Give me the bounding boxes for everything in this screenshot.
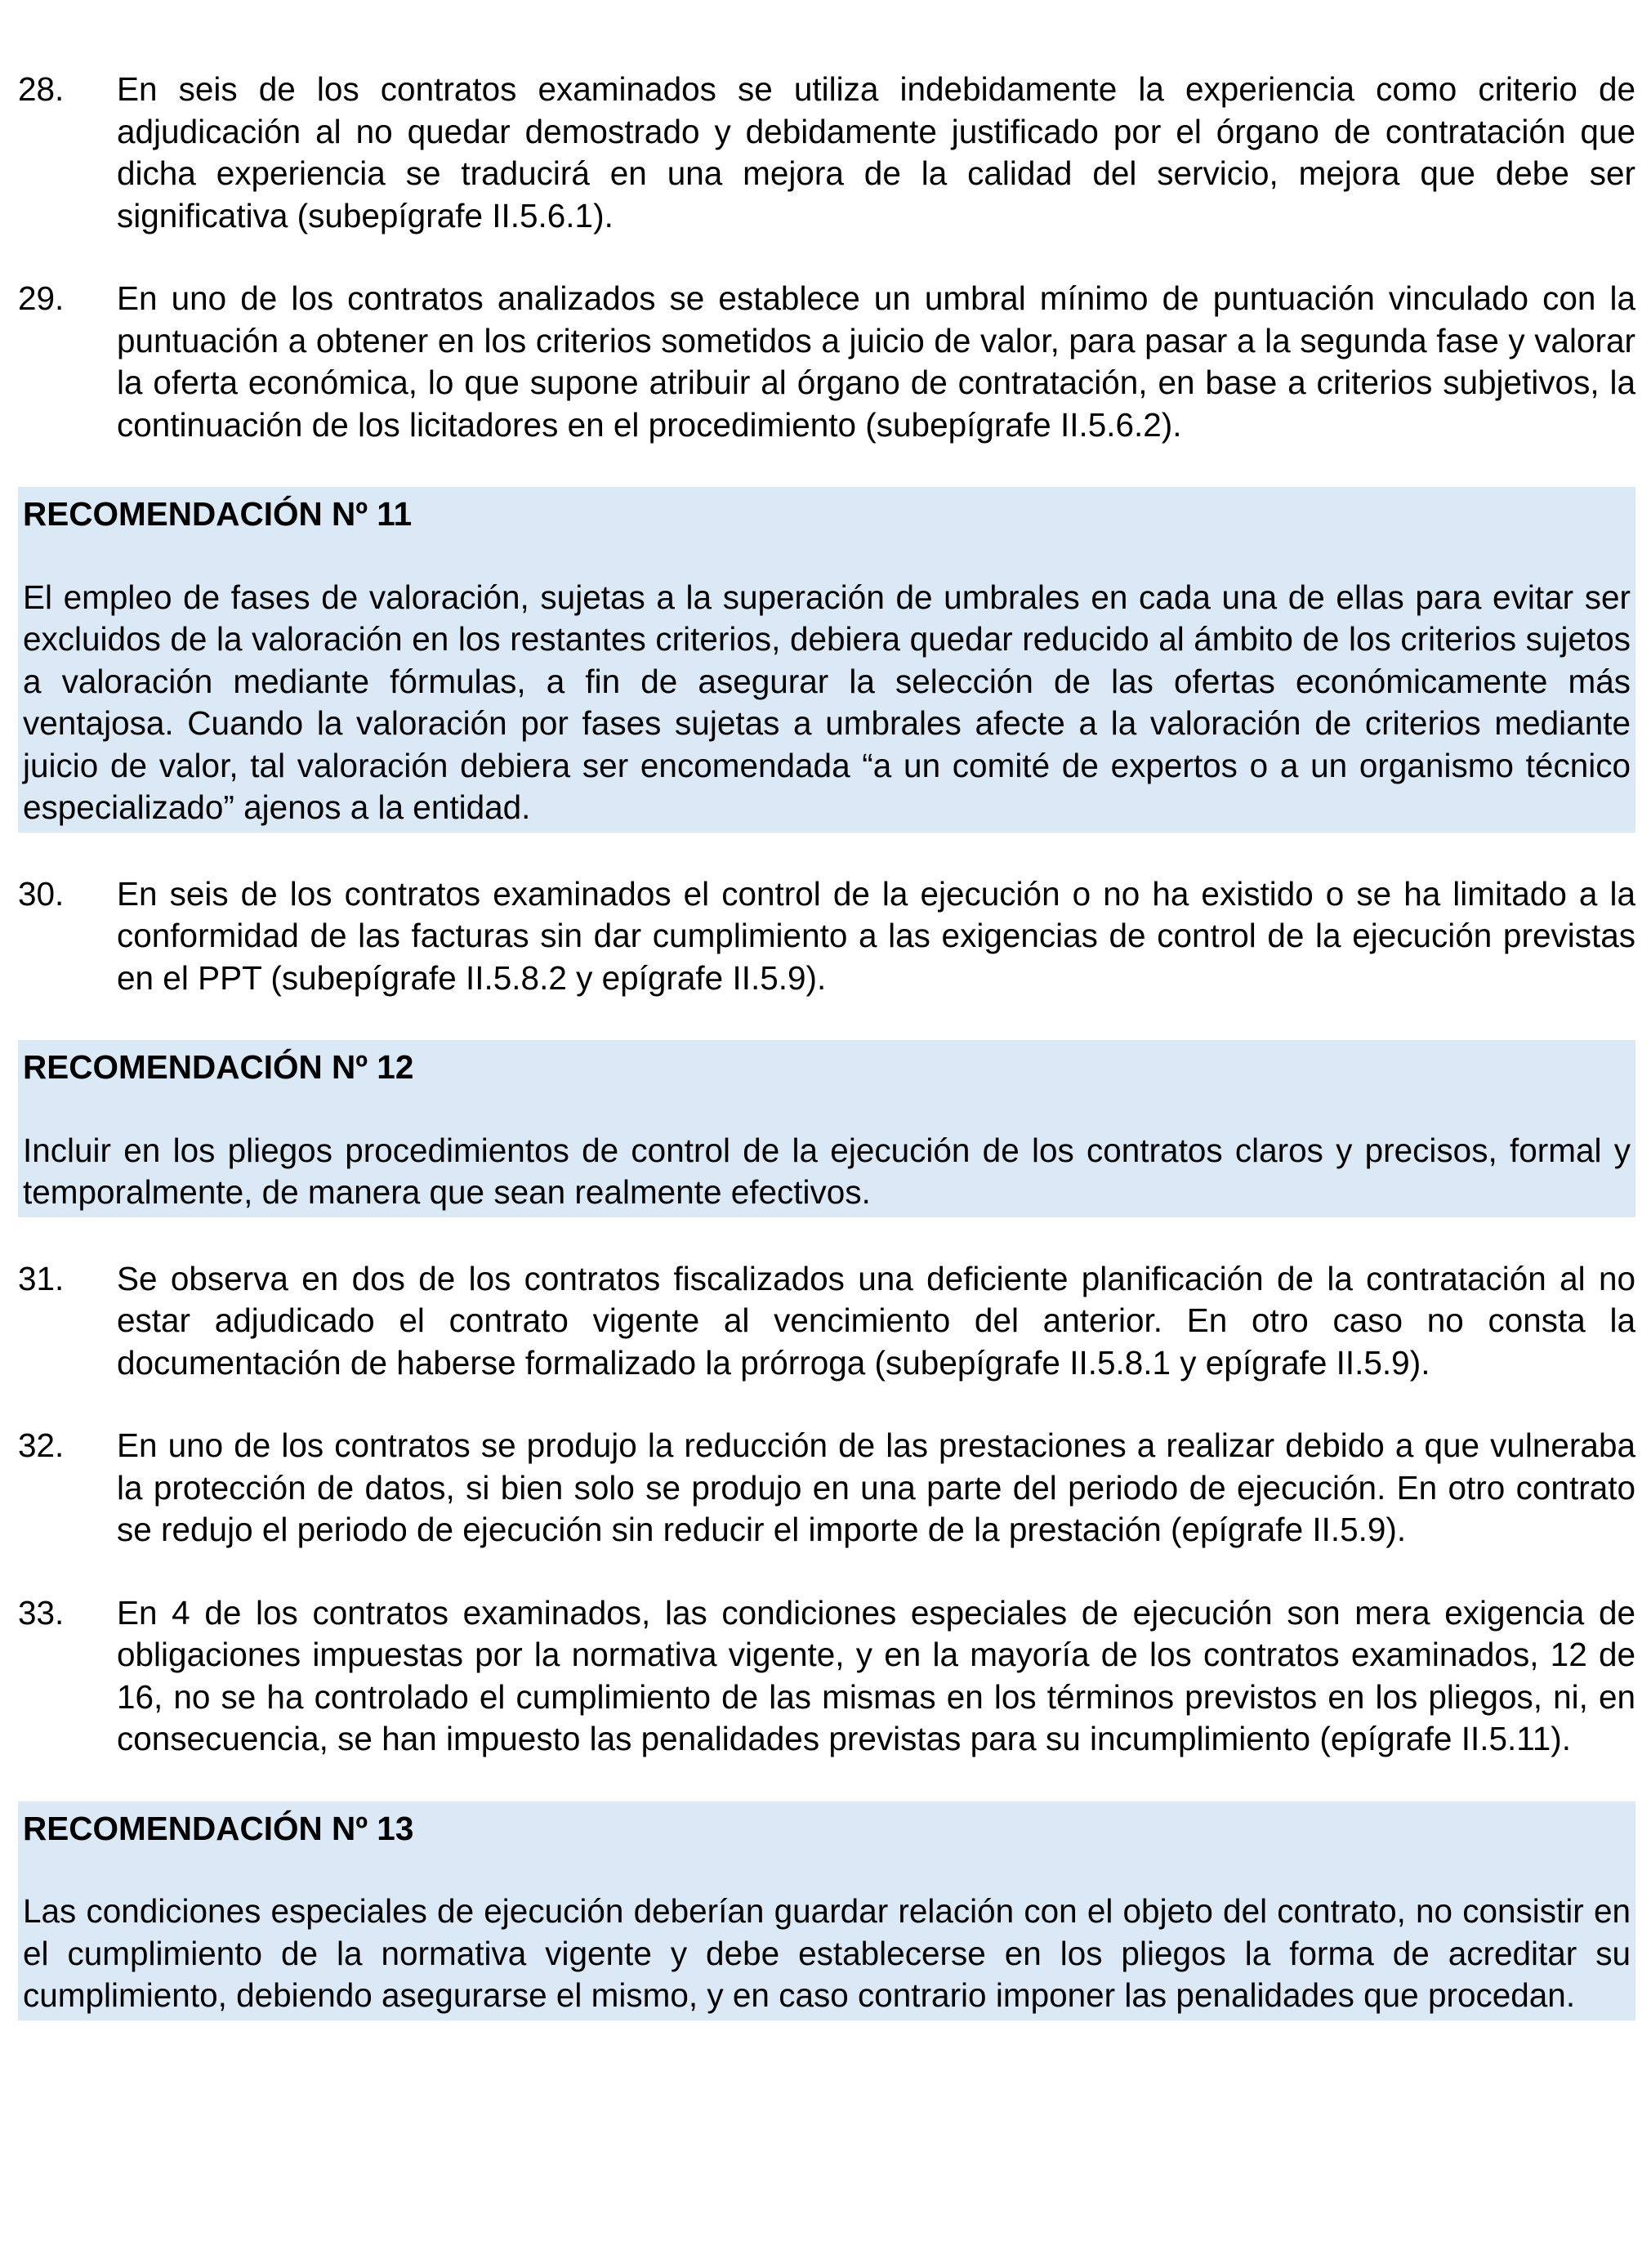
finding-33 [18, 1592, 1635, 1761]
recommendation-13-box [18, 1801, 1635, 2020]
finding-text: En seis de los contratos examinados el control de la ejecución o no ha existido o se ha limitado a la conformidad de las facturas sin dar cumplimiento a las exigencias de control de la ejecución previstas en el PPT (subepígrafe II.5.8.2 y epígrafe II.5.9). [117, 874, 1635, 997]
finding-30 [18, 873, 1635, 1000]
recommendation-11-box [18, 487, 1635, 833]
finding-number: 32. [18, 1426, 65, 1464]
finding-number: 28. [18, 70, 65, 108]
finding-text: En uno de los contratos analizados se establece un umbral mínimo de puntuación vinculado con la puntuación a obtener en los criterios sometidos a juicio de valor, para pasar a la segunda fase y valorar la oferta económica, lo que supone atribuir al órgano de contratación, en base a criterios subjetivos, la continuación de los licitadores en el procedimiento (subepígrafe II.5.6.2). [117, 279, 1635, 444]
recommendation-body: Incluir en los pliegos procedimientos de control de la ejecución de los contratos claros y precisos, formal y temporalmente, de manera que sean realmente efectivos. [23, 1131, 1631, 1211]
recommendation-title: RECOMENDACIÓN Nº 12 [23, 1048, 414, 1086]
recommendation-title: RECOMENDACIÓN Nº 11 [23, 495, 413, 533]
finding-number: 30. [18, 874, 65, 913]
recommendation-body: El empleo de fases de valoración, sujetas a la superación de umbrales en cada una de ellas para evitar ser excluidos de la valoración en los restantes criterios, debiera quedar reducido al ámbito de los criterios sujetos a valoración mediante fórmulas, a fin de asegurar la selección de las ofertas económicamente más ventajosa. Cuando la valoración por fases sujetas a umbrales afecte a la valoración de criterios mediante juicio de valor, tal valoración debiera ser encomendada “a un comité de expertos o a un organismo técnico especializado” ajenos a la entidad. [23, 578, 1631, 826]
finding-text: En uno de los contratos se produjo la reducción de las prestaciones a realizar debido a que vulneraba la protección de datos, si bien solo se produjo en una parte del periodo de ejecución. En otro contrato se redujo el periodo de ejecución sin reducir el importe de la prestación (epígrafe II.5.9). [117, 1426, 1635, 1548]
finding-28 [18, 69, 1635, 237]
finding-31 [18, 1258, 1635, 1385]
finding-text: En seis de los contratos examinados se utiliza indebidamente la experiencia como criterio de adjudicación al no quedar demostrado y debidamente justificado por el órgano de contratación que dicha experiencia se traducirá en una mejora de la calidad del servicio, mejora que debe ser significativa (subepígrafe II.5.6.1). [117, 70, 1635, 234]
finding-number: 31. [18, 1259, 65, 1297]
finding-text: En 4 de los contratos examinados, las condiciones especiales de ejecución son mera exigencia de obligaciones impuestas por la normativa vigente, y en la mayoría de los contratos examinados, 12 de 16, no se ha controlado el cumplimiento de las mismas en los términos previstos en los pliegos, ni, en consecuencia, se han impuesto las penalidades previstas para su incumplimiento (epígrafe II.5.11). [117, 1593, 1635, 1757]
document-page [18, 69, 1635, 2061]
recommendation-12-box [18, 1040, 1635, 1217]
finding-32 [18, 1425, 1635, 1551]
recommendation-body: Las condiciones especiales de ejecución deberían guardar relación con el objeto del contrato, no consistir en el cumplimiento de la normativa vigente y debe establecerse en los pliegos la forma de acreditar su cumplimiento, debiendo asegurarse el mismo, y en caso contrario imponer las penalidades que procedan. [23, 1892, 1631, 2014]
finding-number: 33. [18, 1593, 65, 1632]
finding-29 [18, 278, 1635, 446]
recommendation-title: RECOMENDACIÓN Nº 13 [23, 1809, 414, 1847]
finding-number: 29. [18, 279, 65, 317]
finding-text: Se observa en dos de los contratos fiscalizados una deficiente planificación de la contratación al no estar adjudicado el contrato vigente al vencimiento del anterior. En otro caso no consta la documentación de haberse formalizado la prórroga (subepígrafe II.5.8.1 y epígrafe II.5.9). [117, 1259, 1635, 1382]
